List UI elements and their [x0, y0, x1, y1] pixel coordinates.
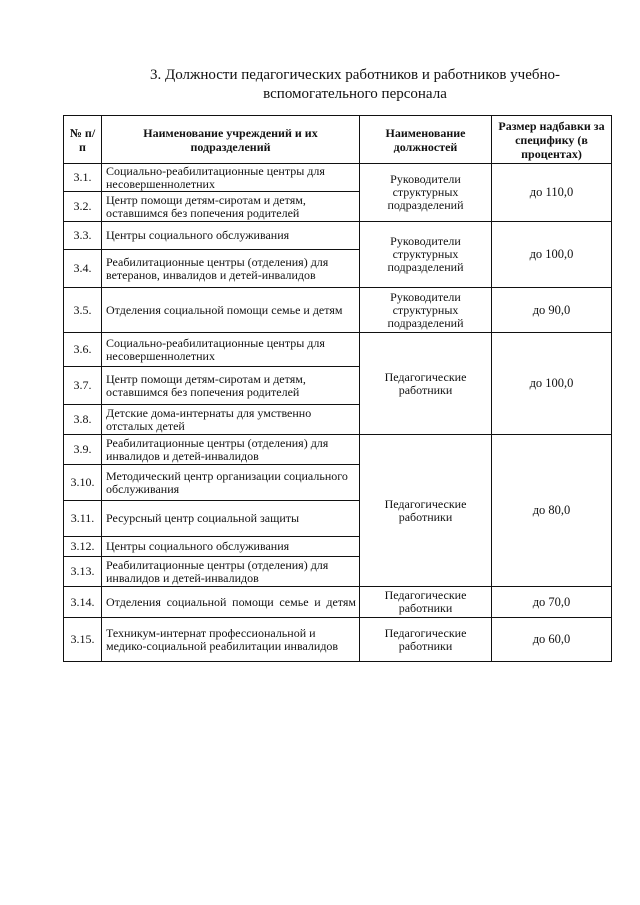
row-num: 3.1. [64, 164, 102, 192]
header-name: Наименование учреждений и их подразделений [102, 116, 360, 164]
row-name: Центр помощи детям-сиротам и детям, оставшимся без попечения родителей [102, 367, 360, 405]
table-row [64, 164, 612, 192]
group-position: Педагогические работники [360, 587, 492, 618]
row-num: 3.5. [64, 288, 102, 333]
row-num: 3.9. [64, 435, 102, 465]
group-position: Педагогические работники [360, 435, 492, 587]
row-name: Техникум-интернат профессиональной и медико-социальной реабилитации инвалидов [102, 618, 360, 662]
title-line-2: вспомогательного персонала [263, 86, 447, 102]
table-header-row [64, 116, 612, 164]
group-size: до 80,0 [492, 435, 612, 587]
header-size: Размер надбавки за специфику (в процентах) [492, 116, 612, 164]
table-row [64, 587, 612, 618]
row-name: Реабилитационные центры (отделения) для ветеранов, инвалидов и детей-инвалидов [102, 250, 360, 288]
row-name: Реабилитационные центры (отделения) для инвалидов и детей-инвалидов [102, 557, 360, 587]
row-name: Центр помощи детям-сиротам и детям, оставшимся без попечения родителей [102, 192, 360, 222]
table-row [64, 288, 612, 333]
row-name: Ресурсный центр социальной защиты [102, 501, 360, 537]
group-size: до 100,0 [492, 222, 612, 288]
group-size: до 90,0 [492, 288, 612, 333]
row-num: 3.14. [64, 587, 102, 618]
table-row [64, 222, 612, 250]
group-position: Педагогические работники [360, 333, 492, 435]
positions-table [63, 115, 612, 662]
header-position: Наименование должностей [360, 116, 492, 164]
row-num: 3.2. [64, 192, 102, 222]
page-title [120, 66, 590, 104]
table-row [64, 333, 612, 367]
row-name: Реабилитационные центры (отделения) для инвалидов и детей-инвалидов [102, 435, 360, 465]
group-position: Руководители структурных подразделений [360, 222, 492, 288]
row-num: 3.4. [64, 250, 102, 288]
group-size: до 60,0 [492, 618, 612, 662]
row-name: Центры социального обслуживания [102, 537, 360, 557]
row-num: 3.12. [64, 537, 102, 557]
table-row [64, 618, 612, 662]
row-num: 3.6. [64, 333, 102, 367]
row-name: Центры социального обслуживания [102, 222, 360, 250]
group-size: до 70,0 [492, 587, 612, 618]
row-num: 3.11. [64, 501, 102, 537]
row-num: 3.8. [64, 405, 102, 435]
header-num: № п/п [64, 116, 102, 164]
row-name: Детские дома-интернаты для умственно отсталых детей [102, 405, 360, 435]
group-size: до 100,0 [492, 333, 612, 435]
row-name: Социально-реабилитационные центры для несовершеннолетних [102, 333, 360, 367]
group-position: Педагогические работники [360, 618, 492, 662]
group-position: Руководители структурных подразделений [360, 164, 492, 222]
row-num: 3.10. [64, 465, 102, 501]
row-num: 3.15. [64, 618, 102, 662]
group-size: до 110,0 [492, 164, 612, 222]
row-num: 3.3. [64, 222, 102, 250]
row-num: 3.13. [64, 557, 102, 587]
row-name: Отделения социальной помощи семье и детям [102, 587, 360, 618]
title-line-1: 3. Должности педагогических работников и работников учебно- [149, 67, 561, 83]
row-name: Методический центр организации социального обслуживания [102, 465, 360, 501]
row-name: Отделения социальной помощи семье и детям [102, 288, 360, 333]
row-name: Социально-реабилитационные центры для несовершеннолетних [102, 164, 360, 192]
group-position: Руководители структурных подразделений [360, 288, 492, 333]
table-row [64, 435, 612, 465]
row-num: 3.7. [64, 367, 102, 405]
